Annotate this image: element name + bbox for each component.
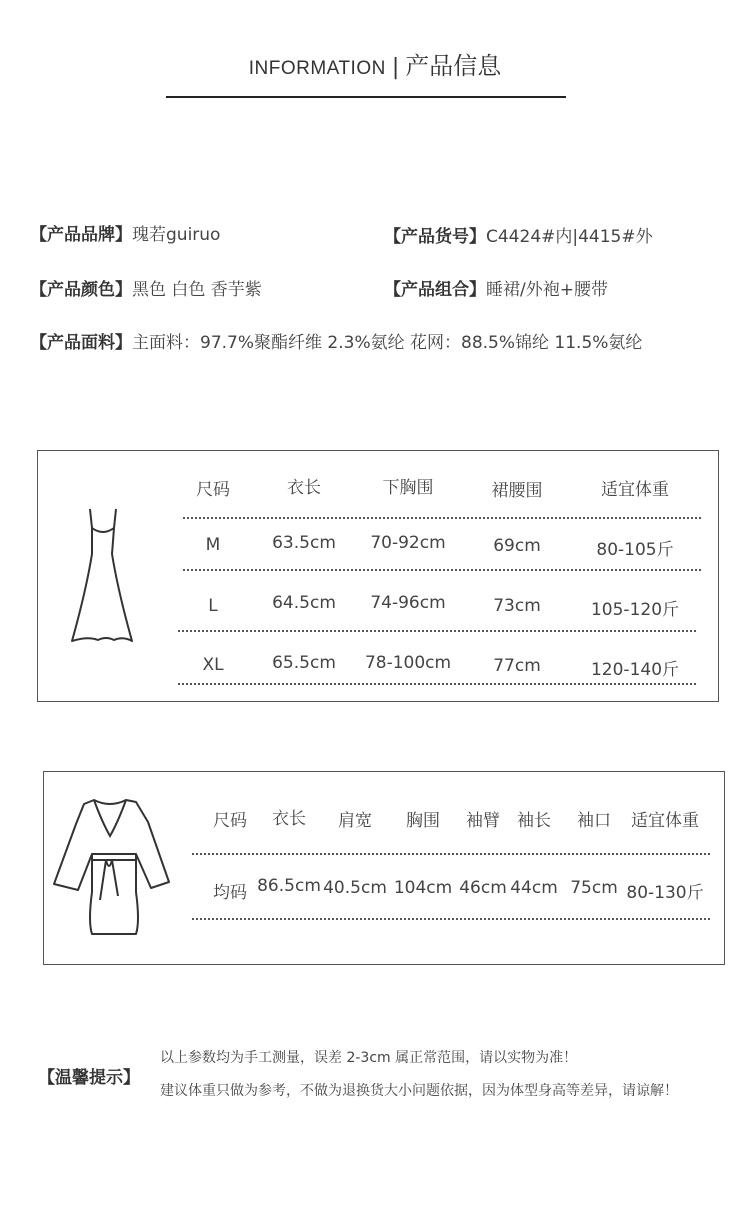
dress-divider [178, 683, 696, 685]
dress-row-xl-underbust: 78-100cm [364, 653, 452, 673]
robe-header-arm: 袖臂 [466, 811, 500, 831]
robe-header-shoulder: 肩宽 [338, 811, 372, 831]
info-sku-key: 【产品货号】 [384, 227, 486, 247]
tips-label: 【温馨提示】 [38, 1068, 140, 1088]
dress-row-l-weight: 105-120斤 [590, 600, 680, 620]
robe-header-sleeve-length: 袖长 [517, 811, 551, 831]
dress-row-m-length: 63.5cm [272, 533, 336, 553]
info-combo [384, 275, 608, 300]
dress-header-waist: 裙腰围 [491, 481, 543, 501]
dress-row-xl-weight: 120-140斤 [590, 660, 680, 680]
robe-divider [192, 918, 710, 920]
info-fabric-value: 主面料：97.7%聚酯纤维 2.3%氨纶 花网：88.5%锦纶 11.5%氨纶 [132, 333, 643, 353]
robe-size-table [43, 771, 725, 965]
info-brand-value: 瑰若guiruo [132, 225, 221, 245]
header-underline [166, 96, 566, 98]
header-english-title: INFORMATION [248, 58, 386, 79]
dress-row-m-underbust: 70-92cm [370, 533, 446, 553]
dress-header-weight: 适宜体重 [601, 480, 669, 500]
dress-row-xl-size: XL [202, 655, 224, 675]
dress-row-m-size: M [205, 535, 221, 555]
dress-row-xl-length: 65.5cm [272, 653, 336, 673]
dress-row-m-weight: 80-105斤 [596, 540, 674, 560]
info-brand [30, 220, 220, 245]
info-color-key: 【产品颜色】 [30, 280, 132, 300]
section-header [0, 46, 750, 81]
dress-row-l-underbust: 74-96cm [370, 593, 446, 613]
info-sku-value: C4424#内|4415#外 [486, 227, 653, 247]
tips-line-2: 建议体重只做为参考，不做为退换货大小问题依据，因为体型身高等差异，请谅解！ [160, 1083, 678, 1099]
dress-divider [183, 517, 701, 519]
dress-row-l-length: 64.5cm [272, 593, 336, 613]
info-color [30, 275, 262, 300]
dress-row-m-waist: 69cm [493, 536, 541, 556]
dress-row-l-size: L [208, 596, 218, 616]
info-combo-key: 【产品组合】 [384, 280, 486, 300]
dress-row-l-waist: 73cm [493, 596, 541, 616]
dress-header-size: 尺码 [196, 480, 230, 500]
slip-dress-icon [68, 506, 138, 646]
header-chinese-title: 产品信息 [405, 52, 502, 80]
robe-divider [192, 853, 710, 855]
robe-header-cuff: 袖口 [577, 811, 611, 831]
info-combo-value: 睡裙/外袍+腰带 [486, 280, 608, 300]
dress-row-xl-waist: 77cm [493, 656, 541, 676]
robe-row-chest: 104cm [393, 878, 453, 898]
dress-divider [178, 630, 696, 632]
robe-row-length: 86.5cm [257, 876, 321, 896]
tips-line-1: 以上参数均为手工测量，误差 2-3cm 属正常范围，请以实物为准！ [160, 1050, 578, 1066]
robe-icon [52, 792, 172, 940]
robe-header-length: 衣长 [272, 809, 306, 829]
robe-row-shoulder: 40.5cm [323, 878, 387, 898]
robe-header-weight: 适宜体重 [631, 811, 699, 831]
header-separator: | [391, 55, 400, 80]
info-color-value: 黑色 白色 香芋紫 [132, 280, 262, 300]
dress-divider [183, 569, 701, 571]
robe-row-sleeve-length: 44cm [510, 878, 558, 898]
robe-row-size: 均码 [213, 883, 247, 903]
info-fabric [30, 328, 642, 353]
robe-header-chest: 胸围 [406, 811, 440, 831]
info-sku [384, 222, 653, 247]
robe-row-arm: 46cm [459, 878, 507, 898]
info-fabric-key: 【产品面料】 [30, 333, 132, 353]
dress-header-length: 衣长 [287, 478, 321, 498]
dress-header-underbust: 下胸围 [382, 478, 434, 498]
info-brand-key: 【产品品牌】 [30, 225, 132, 245]
dress-size-table [37, 450, 719, 702]
robe-row-cuff: 75cm [570, 878, 618, 898]
robe-header-size: 尺码 [213, 811, 247, 831]
robe-row-weight: 80-130斤 [626, 883, 704, 903]
